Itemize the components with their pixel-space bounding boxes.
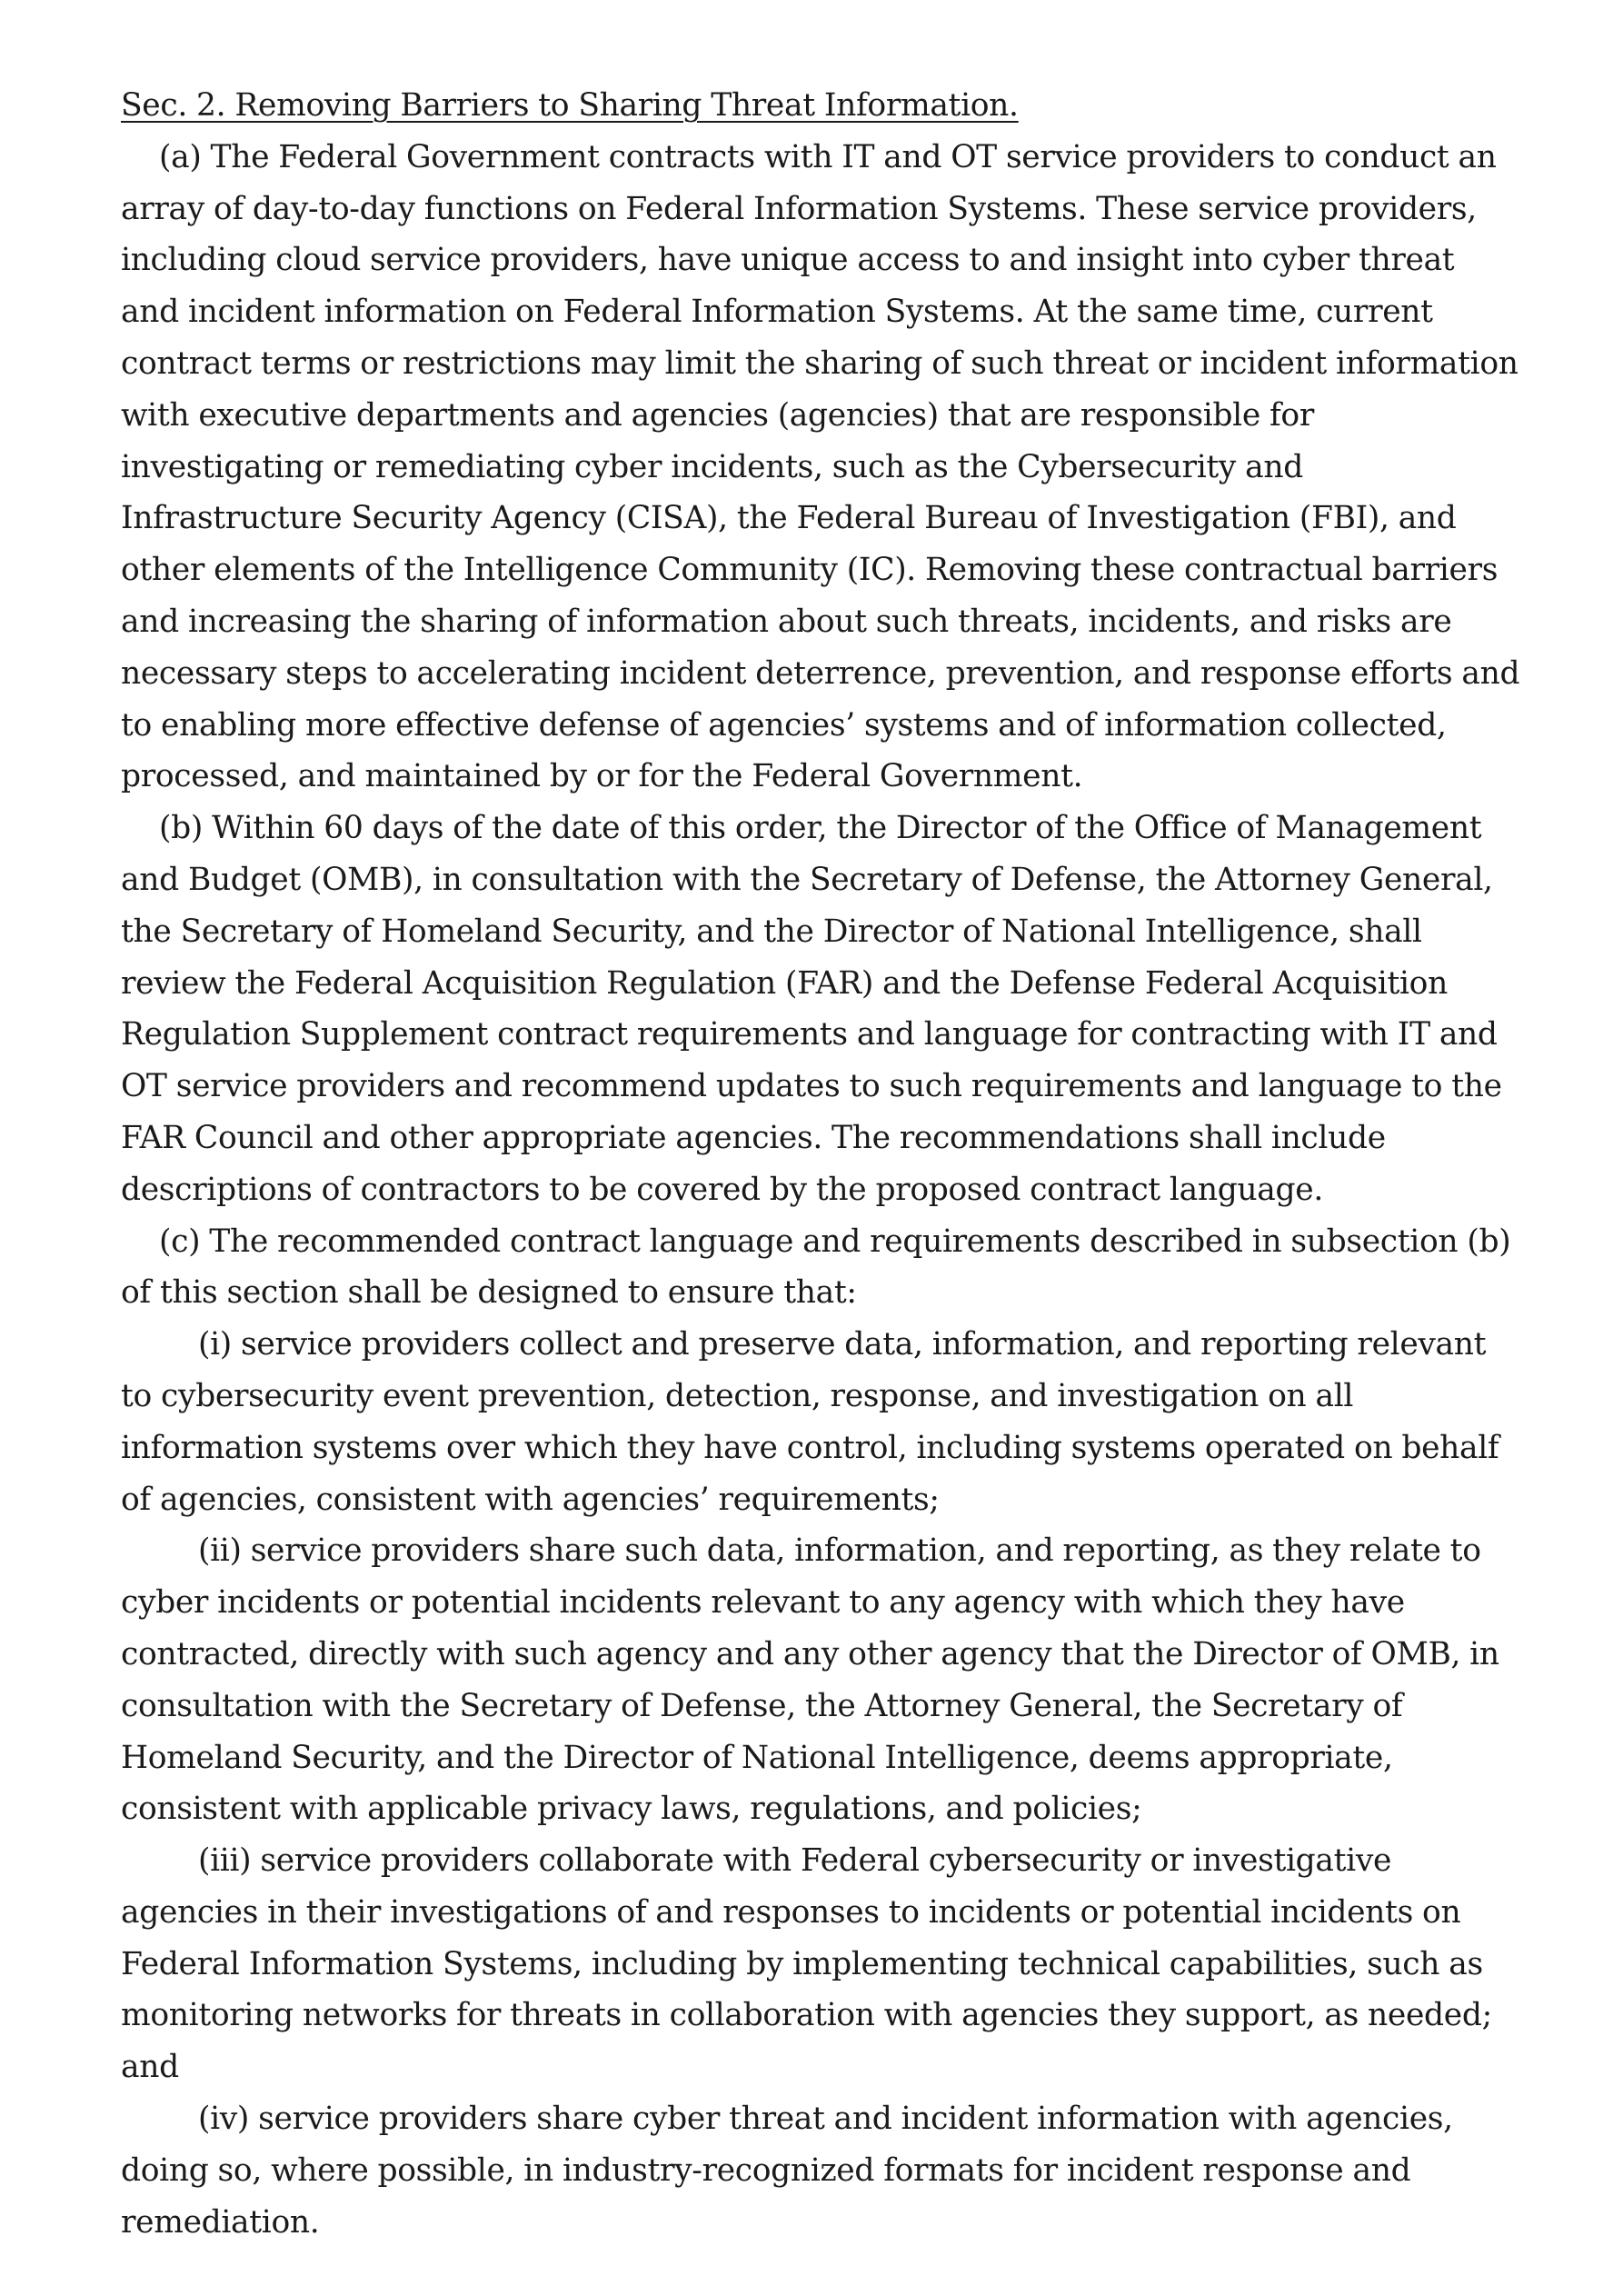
list-item-iv: (iv) service providers share cyber threat and incident information with agencies, doing so, where possible, in industry-recognized formats for incident response and remediation.: [121, 2101, 1453, 2241]
list-item-i: (i) service providers collect and preserve data, information, and reporting relevant to cybersecurity event prevention, detection, response, and investigation on all information systems over which they have control, including systems operated on behalf of agencies, consistent with agencies’ requirements;: [121, 1326, 1499, 1518]
paragraph-a: (a) The Federal Government contracts with IT and OT service providers to conduct an array of day-to-day functions on Federal Information Systems. These service providers, including cloud service providers, have unique access to and insight into cyber threat and incident information on Federal Information Systems. At the same time, current contract terms or restrictions may limit the sharing of such threat or incident information with executive departments and agencies (agencies) that are responsible for investigating or remediating cyber incidents, such as the Cybersecurity and Infrastructure Security Agency (CISA), the Federal Bureau of Investigation (FBI), and other elements of the Intelligence Community (IC). Removing these contractual barriers and increasing the sharing of information about such threats, incidents, and risks are necessary steps to accelerating incident deterrence, prevention, and response efforts and to enabling more effective defense of agencies’ systems and of information collected, processed, and maintained by or for the Federal Government.: [121, 138, 1520, 795]
document-page: [121, 80, 1520, 2248]
paragraph-b: (b) Within 60 days of the date of this order, the Director of the Office of Management and Budget (OMB), in consultation with the Secretary of Defense, the Attorney General, the Secretary of Homeland Security, and the Director of National Intelligence, shall review the Federal Acquisition Regulation (FAR) and the Defense Federal Acquisition Regulation Supplement contract requirements and language for contracting with IT and OT service providers and recommend updates to such requirements and language to the FAR Council and other appropriate agencies. The recommendations shall include descriptions of contractors to be covered by the proposed contract language.: [121, 810, 1502, 1208]
section-heading: Sec. 2. Removing Barriers to Sharing Threat Information.: [121, 87, 1019, 124]
paragraph-c: (c) The recommended contract language and requirements described in subsection (b) of this section shall be designed to ensure that:: [121, 1223, 1511, 1312]
list-item-ii: (ii) service providers share such data, information, and reporting, as they relate to cyber incidents or potential incidents relevant to any agency with which they have contracted, directly with such agency and any other agency that the Director of OMB, in consultation with the Secretary of Defense, the Attorney General, the Secretary of Homeland Security, and the Director of National Intelligence, deems appropriate, consistent with applicable privacy laws, regulations, and policies;: [121, 1532, 1499, 1828]
list-item-iii: (iii) service providers collaborate with Federal cybersecurity or investigative agencies in their investigations of and responses to incidents or potential incidents on Federal Information Systems, including by implementing technical capabilities, such as monitoring networks for threats in collaboration with agencies they support, as needed; and: [121, 1842, 1492, 2086]
